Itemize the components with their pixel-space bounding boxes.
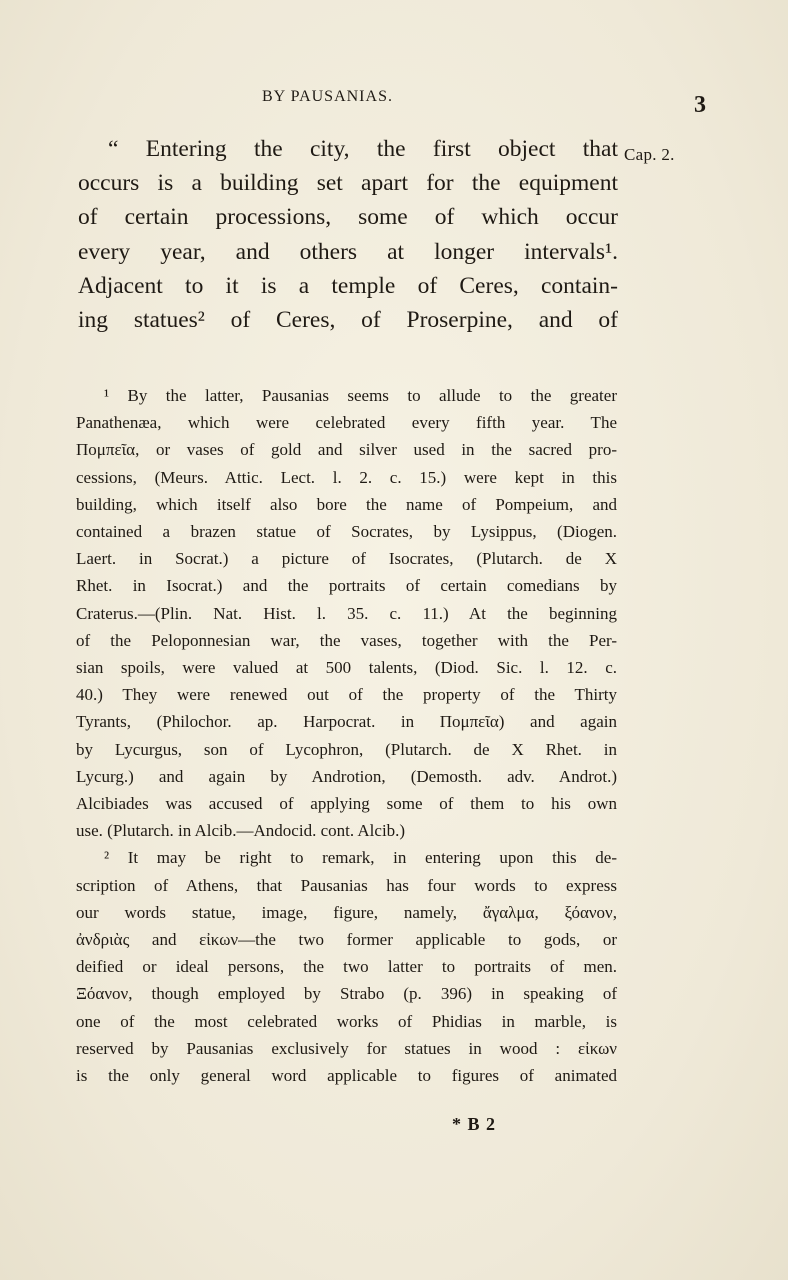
footnote-line: Rhet. in Isocrat.) and the portraits of certain comedians by: [76, 576, 617, 596]
footnote-line: ¹ By the latter, Pausanias seems to allude to the greater: [104, 386, 617, 405]
footnote-line: contained a brazen statue of Socrates, by Lysippus, (Diogen.: [76, 522, 617, 542]
main-text-line: Adjacent to it is a temple of Ceres, contain-: [78, 272, 618, 299]
main-text-line: of certain processions, some of which occur: [78, 204, 618, 231]
footnote-line: ² It may be right to remark, in entering upon this de-: [104, 848, 617, 868]
footnote-line: reserved by Pausanias exclusively for statues in wood : εἰκων: [76, 1038, 617, 1058]
footnote-line: building, which itself also bore the name of Pompeium, and: [76, 494, 617, 514]
footnote-line: Ξόανον, though employed by Strabo (p. 396) in speaking of: [76, 984, 617, 1004]
footnote-line: Craterus.—(Plin. Nat. Hist. l. 35. c. 11.) At the beginning: [76, 603, 617, 623]
footnote-line: deified or ideal persons, the two latter to portraits of men.: [76, 957, 617, 977]
main-text-line: every year, and others at longer intervals¹.: [78, 238, 618, 265]
footnote-line: Tyrants, (Philochor. ap. Harpocrat. in Πομπεῖα) and again: [76, 712, 617, 732]
running-head: BY PAUSANIAS.: [262, 88, 393, 105]
footnote-line: Πομπεῖα, or vases of gold and silver used in the sacred pro-: [76, 440, 617, 460]
footnote-line: Panathenæa, which were celebrated every fifth year. The: [76, 413, 617, 433]
footnote-line: ἀνδριὰς and εἰκων—the two former applicable to gods, or: [76, 930, 617, 950]
main-text-line: ing statues² of Ceres, of Proserpine, and of: [78, 307, 618, 334]
footnotes-block: [76, 382, 617, 1089]
footnote-line: our words statue, image, figure, namely, ἄγαλμα, ξόανον,: [76, 902, 617, 922]
footnote-line: one of the most celebrated works of Phidias in marble, is: [76, 1011, 617, 1031]
main-text-block: [78, 132, 618, 337]
chapter-margin-note: Cap. 2.: [624, 145, 675, 164]
footnote-line: Laert. in Socrat.) a picture of Isocrates, (Plutarch. de X: [76, 549, 617, 569]
footnote-line: 40.) They were renewed out of the property of the Thirty: [76, 685, 617, 705]
footnote-line: Alcibiades was accused of applying some of them to his own: [76, 794, 617, 814]
signature-mark: * B 2: [452, 1114, 497, 1134]
footnote-line: cessions, (Meurs. Attic. Lect. l. 2. c. 15.) were kept in this: [76, 467, 617, 487]
footnote-line: use. (Plutarch. in Alcib.—Andocid. cont. Alcib.): [76, 821, 406, 841]
footnote-line: by Lycurgus, son of Lycophron, (Plutarch. de X Rhet. in: [76, 739, 617, 759]
footnote-line: Lycurg.) and again by Androtion, (Demosth. adv. Androt.): [76, 766, 617, 786]
footnote-line: scription of Athens, that Pausanias has four words to express: [76, 875, 617, 895]
page-number: 3: [694, 92, 706, 118]
main-text-line: “ Entering the city, the first object that: [108, 136, 618, 162]
main-text-line: occurs is a building set apart for the equipment: [78, 170, 618, 197]
footnote-line: sian spoils, were valued at 500 talents, (Diod. Sic. l. 12. c.: [76, 658, 617, 678]
footnote-line: is the only general word applicable to figures of animated: [76, 1066, 617, 1086]
footnote-line: of the Peloponnesian war, the vases, together with the Per-: [76, 630, 617, 650]
